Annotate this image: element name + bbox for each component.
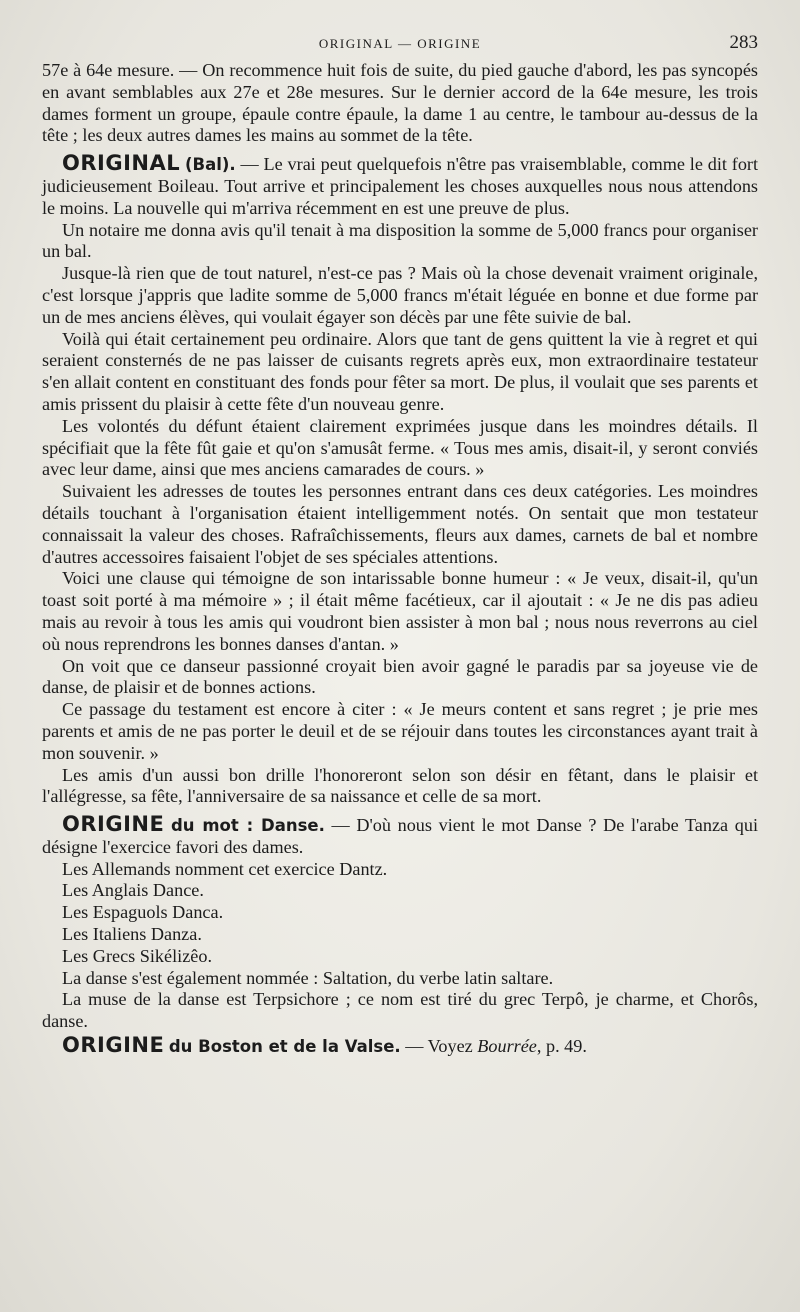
list-item: Les Anglais Dance. [62, 880, 204, 901]
paragraph: Les volontés du défunt étaient clairement exprimées jusque dans les moindres détails. Il spécifiait que la fête fût gaie et qu'on s'amusât ferme. « Tous mes amis, disait-il, y seront conviés avec leur dame, ainsi que mes anciens camarades de cours. » [42, 415, 758, 480]
paragraph: Voilà qui était certainement peu ordinaire. Alors que tant de gens quittent la vie à regret et qui seraient consternés de ne pas laisser de cuisants regrets après eux, mon extraordinaire testateur s'en allait content en constituant des fonds pour fêter sa mort. De plus, il voulait que ses parents et amis prissent du plaisir à cette fête d'un nouveau genre. [42, 328, 758, 414]
entry-origine-boston [42, 1035, 758, 1058]
headword-origine: ORIGINE [62, 1033, 165, 1058]
headword-origine: ORIGINE [62, 812, 165, 837]
paragraph: Les amis d'un aussi bon drille l'honoreront selon son désir en fêtant, dans le plaisir et l'allégresse, sa fête, l'anniversaire de sa naissance et celle de sa mort. [42, 764, 758, 807]
paragraph: Jusque-là rien que de tout naturel, n'est-ce pas ? Mais où la chose devenait vraiment originale, c'est lorsque j'appris que ladite somme de 5,000 francs m'était léguée en bonne et due forme par un de mes anciens élèves, qui voulait égayer son décès par une fête suivie de bal. [42, 263, 758, 327]
paragraph: On voit que ce danseur passionné croyait bien avoir gagné le paradis par sa joyeuse vie de danse, de plaisir et de bonnes actions. [42, 655, 758, 698]
paragraph: Un notaire me donna avis qu'il tenait à ma disposition la somme de 5,000 francs pour organiser un bal. [42, 219, 758, 262]
entry-original-text: — Le vrai peut quelquefois n'être pas vraisemblable, comme le dit fort judicieusement Boileau. Tout arrive et principalement les choses auxquelles nous nous attendons le moins. La nouvelle qui m'arriva récemment en est une preuve de plus. [42, 154, 759, 218]
qualifier-origine-danse: du mot : Danse. [170, 816, 325, 836]
intro-paragraph: 57e à 64e mesure. — On recommence huit fois de suite, du pied gauche d'abord, les pas syncopés en avant semblables aux 27e et 28e mesures. Sur le dernier accord de la 64e mesure, les trois dames forment un groupe, épaule contre épaule, la dame 1 au centre, le tambour au-dessus de la tête ; les deux autres dames les mains au sommet de la tête. [42, 60, 758, 146]
page-header [42, 30, 758, 60]
list-item: La muse de la danse est Terpsichore ; ce nom est tiré du grec Terpô, je charme, et Chorôs, danse. [42, 989, 758, 1032]
page-body [42, 60, 758, 1058]
entry-origine-danse-text: — D'où nous vient le mot Danse ? De l'arabe Tanza qui désigne l'exercice favori des dames. [42, 815, 759, 857]
list-item: Les Espaguols Danca. [62, 902, 224, 923]
list-item: Les Grecs Sikélizêo. [62, 945, 212, 966]
word-list [42, 859, 758, 1033]
entry-origine-danse [42, 814, 758, 859]
cross-reference-suffix: , p. 49. [536, 1036, 587, 1057]
list-item: Les Allemands nomment cet exercice Dantz. [62, 858, 388, 879]
entry-original [42, 153, 758, 219]
paragraph: Voici une clause qui témoigne de son intarissable bonne humeur : « Je veux, disait-il, qu'un toast soit porté à ma mémoire » ; il était même facétieux, car il ajoutait : « Je ne dis pas adieu mais au revoir à tous les amis qui voudront bien assister à mon bal ; nous nous reverrons au ciel où nous reprendrons les bonnes danses d'antan. » [42, 568, 758, 654]
page-number: 283 [729, 32, 758, 53]
headword-original: ORIGINAL [62, 151, 181, 176]
running-head: ORIGINAL — ORIGINE [318, 36, 482, 51]
cross-reference-title: Bourrée [477, 1036, 537, 1057]
paragraph: Ce passage du testament est encore à citer : « Je meurs content et sans regret ; je prie mes parents et amis de ne pas porter le deuil et de se réjouir dans toutes les circonstances ayant trait à mon souvenir. » [42, 699, 758, 763]
list-item: La danse s'est également nommée : Saltation, du verbe latin saltare. [62, 967, 554, 988]
qualifier-origine-boston: du Boston et de la Valse. [168, 1037, 401, 1057]
paragraph: Suivaient les adresses de toutes les personnes entrant dans ces deux catégories. Les moindres détails touchant à l'organisation étaient intelligemment notés. On sentait que mon testateur connaissait la valeur des choses. Rafraîchissements, fleurs aux dames, carnets de bal et nombre d'autres accessoires faisaient l'objet de ses spéciales attentions. [42, 481, 758, 567]
cross-reference-prefix: — Voyez [405, 1036, 473, 1057]
qualifier-original: (Bal). [184, 155, 236, 175]
list-item: Les Italiens Danza. [62, 924, 202, 945]
